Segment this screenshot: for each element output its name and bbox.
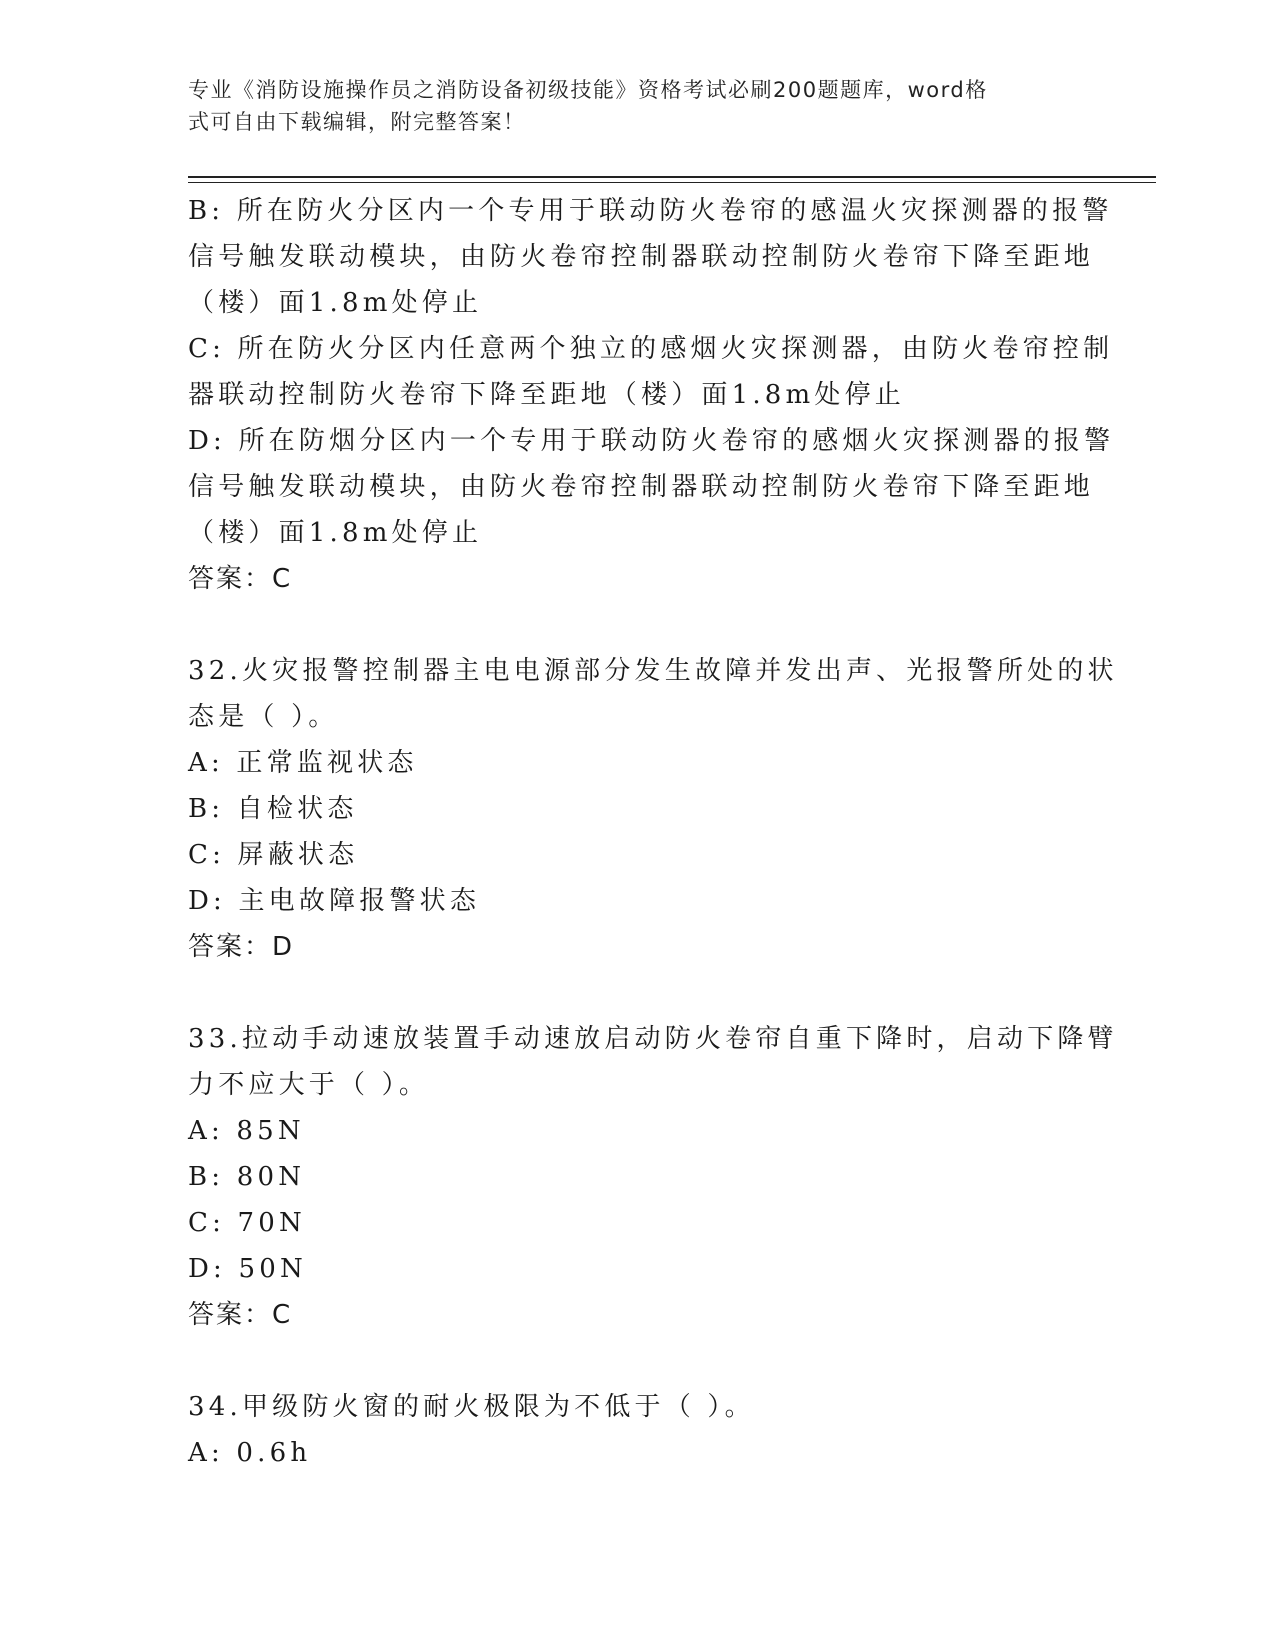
question-content [188,188,1118,1476]
question-spacer [188,602,1088,648]
option-c-line-1: C: 所在防火分区内任意两个独立的感烟火灾探测器，由防火卷帘控制 [188,334,1114,364]
question-32-stem-line-2: 态是（ ）。 [188,702,339,732]
question-32-option-c: C: 屏蔽状态 [188,840,359,870]
question-33-option-c: C: 70N [188,1208,306,1238]
question-31 [188,188,1115,602]
header-rule-thin [188,182,1156,183]
question-spacer [188,1338,1088,1384]
question-33-option-d: D: 50N [188,1254,307,1284]
question-32-option-b: B: 自检状态 [188,794,358,824]
option-d-line-3: （楼）面1.8m处停止 [188,518,483,548]
question-34-option-a: A: 0.6h [188,1438,312,1468]
question-33 [188,1016,1118,1338]
option-d-line-2: 信号触发联动模块，由防火卷帘控制器联动控制防火卷帘下降至距地 [188,472,1095,502]
question-33-stem-line-2: 力不应大于（ ）。 [188,1070,430,1100]
question-34-stem-line-1: 34.甲级防火窗的耐火极限为不低于（ ）。 [188,1392,755,1422]
question-32-option-d: D: 主电故障报警状态 [188,886,481,916]
header-line-1: 专业《消防设施操作员之消防设备初级技能》资格考试必刷200题题库，word格 [188,78,988,102]
option-b-line-1: B: 所在防火分区内一个专用于联动防火卷帘的感温火灾探测器的报警 [188,196,1113,226]
question-33-option-b: B: 80N [188,1162,306,1192]
answer-32: 答案：D [188,932,295,962]
option-b-line-2: 信号触发联动模块，由防火卷帘控制器联动控制防火卷帘下降至距地 [188,242,1095,272]
answer-33: 答案：C [188,1300,293,1330]
header-rule-thick [188,176,1156,178]
header-line-2: 式可自由下载编辑，附完整答案！ [188,110,526,134]
question-32-stem-line-1: 32.火灾报警控制器主电电源部分发生故障并发出声、光报警所处的状 [188,656,1118,686]
document-header [188,74,1068,138]
question-32 [188,648,1118,970]
answer-31: 答案：C [188,564,293,594]
question-spacer [188,970,1088,1016]
question-32-option-a: A: 正常监视状态 [188,748,418,778]
option-c-line-2: 器联动控制防火卷帘下降至距地（楼）面1.8m处停止 [188,380,906,410]
option-d-line-1: D: 所在防烟分区内一个专用于联动防火卷帘的感烟火灾探测器的报警 [188,426,1115,456]
question-33-option-a: A: 85N [188,1116,305,1146]
option-b-line-3: （楼）面1.8m处停止 [188,288,483,318]
question-34 [188,1384,1088,1476]
question-33-stem-line-1: 33.拉动手动速放装置手动速放启动防火卷帘自重下降时，启动下降臂 [188,1024,1118,1054]
